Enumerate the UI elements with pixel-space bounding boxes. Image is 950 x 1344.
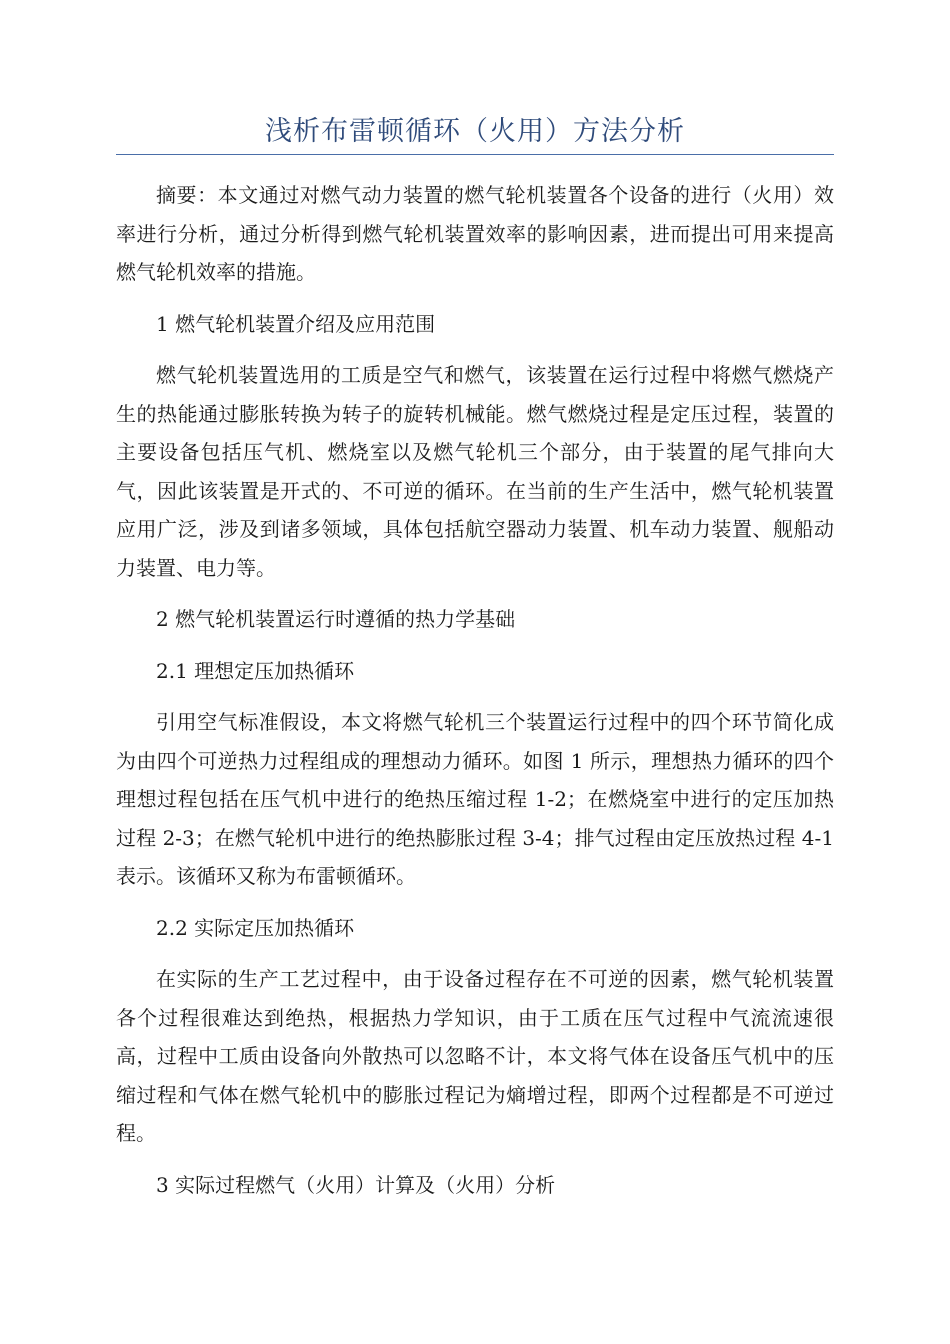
spacer xyxy=(116,292,834,305)
section-2-heading: 2 燃气轮机装置运行时遵循的热力学基础 xyxy=(156,607,516,631)
spacer xyxy=(116,587,834,600)
title-underline xyxy=(116,154,834,155)
document-page xyxy=(116,0,834,1344)
section-1-heading: 1 燃气轮机装置介绍及应用范围 xyxy=(156,311,436,336)
spacer xyxy=(116,639,834,652)
spacer xyxy=(116,343,834,356)
section-3-heading: 3 实际过程燃气（火用）计算及（火用）分析 xyxy=(156,1172,556,1197)
spacer xyxy=(116,1153,834,1166)
spacer xyxy=(116,947,834,960)
section-2-2-heading: 2.2 实际定压加热循环 xyxy=(156,915,355,940)
section-2-2-paragraph: 在实际的生产工艺过程中，由于设备过程存在不可逆的因素，燃气轮机装置各个过程很难达到绝热，根据热力学知识，由于工质在压气过程中气流流速很高，过程中工质由设备向外散热可以忽略不计，本文将气体在设备压气机中的压缩过程和气体在燃气轮机中的膨胀过程记为熵增过程，即两个过程都是不可逆过程。 xyxy=(116,967,834,1145)
spacer xyxy=(116,896,834,909)
section-1-paragraph: 燃气轮机装置选用的工质是空气和燃气，该装置在运行过程中将燃气燃烧产生的热能通过膨胀转换为转子的旋转机械能。燃气燃烧过程是定压过程，装置的主要设备包括压气机、燃烧室以及燃气轮机三个部分，由于装置的尾气排向大气，因此该装置是开式的、不可逆的循环。在当前的生产生活中，燃气轮机装置应用广泛，涉及到诸多领域，具体包括航空器动力装置、机车动力装置、舰船动力装置、电力等。 xyxy=(116,363,834,580)
spacer xyxy=(116,690,834,703)
document-title: 浅析布雷顿循环（火用）方法分析 xyxy=(265,116,685,147)
abstract-paragraph: 摘要：本文通过对燃气动力装置的燃气轮机装置各个设备的进行（火用）效率进行分析，通过分析得到燃气轮机装置效率的影响因素，进而提出可用来提高燃气轮机效率的措施。 xyxy=(116,183,834,284)
document-body xyxy=(116,176,834,1204)
section-2-1-heading: 2.1 理想定压加热循环 xyxy=(156,658,355,683)
section-2-1-paragraph: 引用空气标准假设，本文将燃气轮机三个装置运行过程中的四个环节简化成为由四个可逆热力过程组成的理想动力循环。如图 1 所示，理想热力循环的四个理想过程包括在压气机中进行的绝热压缩过程 1-2；在燃烧室中进行的定压加热过程 2-3；在燃气轮机中进行的绝热膨胀过程 3-4；排气过程由定压放热过程 4-1 表示。该循环又称为布雷顿循环。 xyxy=(116,710,834,888)
